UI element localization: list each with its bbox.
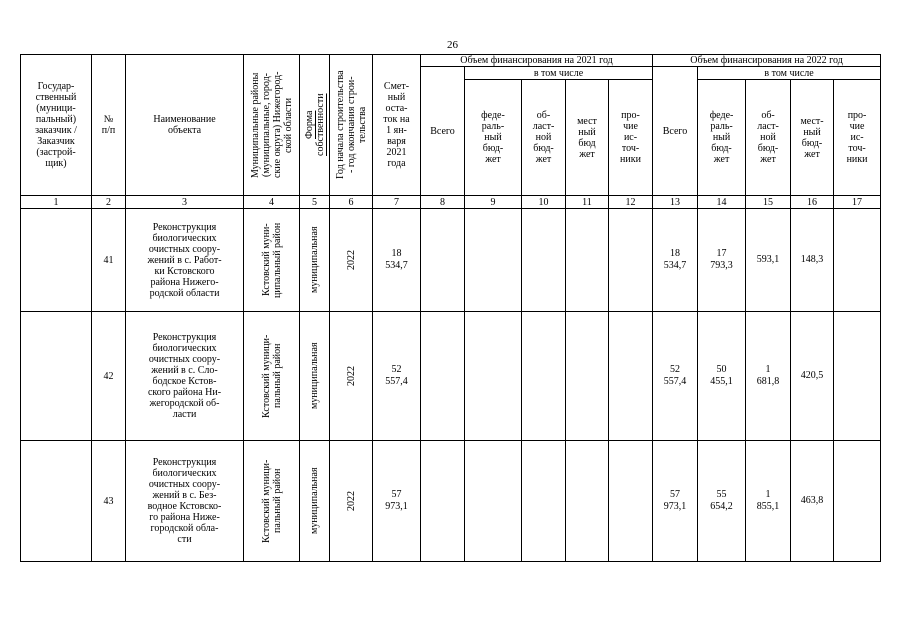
- row-other-2021: [609, 209, 653, 312]
- row-total-2021: [421, 312, 465, 441]
- row-municipal: Кстовский муници- пальный район: [244, 441, 300, 562]
- column-number: 5: [300, 196, 330, 209]
- header-row-group: [21, 55, 881, 67]
- row-total-2022: 57 973,1: [653, 441, 698, 562]
- investment-table: [20, 54, 881, 562]
- header-customer: Государ- ственный (муници- пальный) заказчик / Заказчик (застрой- щик): [21, 55, 92, 196]
- row-regional-2022: 1 855,1: [746, 441, 791, 562]
- table-row: [21, 441, 881, 562]
- header-years: Год начала строительства - год окончания строи- тельства: [330, 55, 373, 196]
- row-local-2021: [566, 209, 609, 312]
- column-number: 9: [465, 196, 522, 209]
- header-object-name: Наименование объекта: [126, 55, 244, 196]
- column-number: 6: [330, 196, 373, 209]
- header-regional-2021: об- ласт- ной бюд- жет: [522, 80, 566, 196]
- row-years: 2022: [330, 312, 373, 441]
- row-regional-2022: 1 681,8: [746, 312, 791, 441]
- column-number: 1: [21, 196, 92, 209]
- column-number: 2: [92, 196, 126, 209]
- column-number: 7: [373, 196, 421, 209]
- row-regional-2021: [522, 209, 566, 312]
- row-federal-2021: [465, 209, 522, 312]
- row-other-2022: [834, 441, 881, 562]
- table-row: [21, 209, 881, 312]
- column-number: 15: [746, 196, 791, 209]
- header-incl-2022: в том числе: [698, 67, 881, 80]
- row-regional-2021: [522, 312, 566, 441]
- row-object-name: Реконструкция биологических очистных соору- жений в с. Сло- бодское Кстов- ского района Ни- жегородской об- ласти: [126, 312, 244, 441]
- row-object-name: Реконструкция биологических очистных соору- жений в с. Работ- ки Кстовского района Нижего- родской области: [126, 209, 244, 312]
- header-municipal: Муниципальные районы (муниципальные, город- ские округа) Нижегород- ской области: [244, 55, 300, 196]
- row-municipal: Кстовский муници- пальный район: [244, 312, 300, 441]
- row-years: 2022: [330, 209, 373, 312]
- header-other-2021: про- чие ис- точ- ники: [609, 80, 653, 196]
- row-number: 42: [92, 312, 126, 441]
- row-total-2021: [421, 209, 465, 312]
- row-federal-2021: [465, 441, 522, 562]
- row-ownership: муниципальная: [300, 312, 330, 441]
- column-number: 12: [609, 196, 653, 209]
- row-estimate: 18 534,7: [373, 209, 421, 312]
- row-local-2022: 463,8: [791, 441, 834, 562]
- header-total-2021: Всего: [421, 67, 465, 196]
- row-federal-2022: 55 654,2: [698, 441, 746, 562]
- header-other-2022: про- чие ис- точ- ники: [834, 80, 881, 196]
- header-local-2022: мест- ный бюд- жет: [791, 80, 834, 196]
- row-other-2021: [609, 312, 653, 441]
- row-ownership: муниципальная: [300, 441, 330, 562]
- row-customer: [21, 441, 92, 562]
- row-federal-2022: 17 793,3: [698, 209, 746, 312]
- row-federal-2022: 50 455,1: [698, 312, 746, 441]
- column-number: 16: [791, 196, 834, 209]
- row-other-2022: [834, 312, 881, 441]
- row-other-2021: [609, 441, 653, 562]
- row-total-2022: 18 534,7: [653, 209, 698, 312]
- column-number: 11: [566, 196, 609, 209]
- row-ownership: муниципальная: [300, 209, 330, 312]
- row-years: 2022: [330, 441, 373, 562]
- header-ownership: Форма собственности: [300, 55, 330, 196]
- row-local-2022: 420,5: [791, 312, 834, 441]
- header-incl-2021: в том числе: [465, 67, 653, 80]
- row-number: 43: [92, 441, 126, 562]
- header-fin-2022: Объем финансирования на 2022 год: [653, 55, 881, 67]
- row-federal-2021: [465, 312, 522, 441]
- column-number: 3: [126, 196, 244, 209]
- row-regional-2021: [522, 441, 566, 562]
- column-number: 10: [522, 196, 566, 209]
- table-row: [21, 312, 881, 441]
- column-number: 8: [421, 196, 465, 209]
- row-number: 41: [92, 209, 126, 312]
- row-regional-2022: 593,1: [746, 209, 791, 312]
- row-local-2021: [566, 312, 609, 441]
- row-total-2022: 52 557,4: [653, 312, 698, 441]
- column-number: 17: [834, 196, 881, 209]
- row-municipal: Кстовский муни- ципальный район: [244, 209, 300, 312]
- page-number: 26: [447, 39, 458, 51]
- header-federal-2022: феде- раль- ный бюд- жет: [698, 80, 746, 196]
- header-estimate: Смет- ный оста- ток на 1 ян- варя 2021 года: [373, 55, 421, 196]
- row-other-2022: [834, 209, 881, 312]
- row-total-2021: [421, 441, 465, 562]
- header-federal-2021: феде- раль- ный бюд- жет: [465, 80, 522, 196]
- header-local-2021: мест ный бюд жет: [566, 80, 609, 196]
- row-object-name: Реконструкция биологических очистных соору- жений в с. Без- водное Кстовско- го района Ниже- городской обла- сти: [126, 441, 244, 562]
- row-customer: [21, 209, 92, 312]
- header-total-2022: Всего: [653, 67, 698, 196]
- row-customer: [21, 312, 92, 441]
- header-fin-2021: Объем финансирования на 2021 год: [421, 55, 653, 67]
- row-local-2021: [566, 441, 609, 562]
- row-estimate: 57 973,1: [373, 441, 421, 562]
- column-number: 13: [653, 196, 698, 209]
- header-regional-2022: об- ласт- ной бюд- жет: [746, 80, 791, 196]
- column-number: 4: [244, 196, 300, 209]
- row-estimate: 52 557,4: [373, 312, 421, 441]
- column-numbers-row: [21, 196, 881, 209]
- column-number: 14: [698, 196, 746, 209]
- header-number: № п/п: [92, 55, 126, 196]
- row-local-2022: 148,3: [791, 209, 834, 312]
